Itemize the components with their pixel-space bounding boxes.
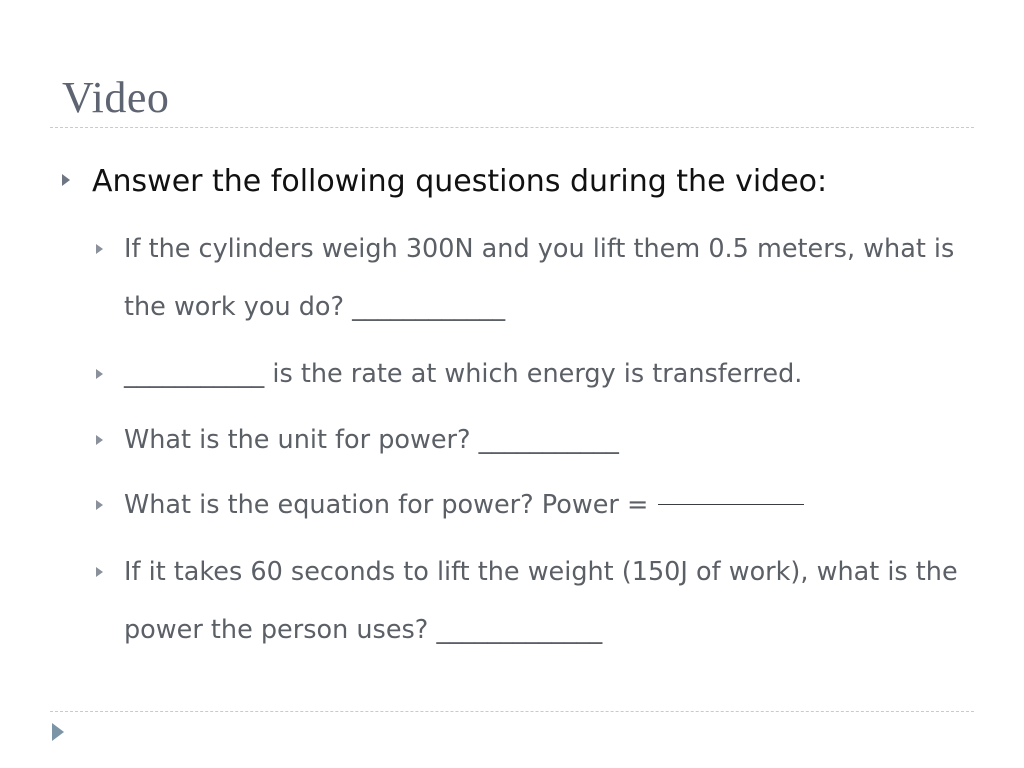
slide-title: Video — [62, 73, 170, 122]
answer-line — [658, 504, 804, 505]
sub-bullet-4-text: What is the equation for power? Power = — [124, 490, 649, 520]
sub-bullet-4 — [124, 476, 964, 534]
sub-bullet-icon — [96, 244, 103, 254]
title-divider — [50, 127, 974, 128]
sub-bullet-5: If it takes 60 seconds to lift the weight (150J of work), what is the power the person uses? _____________ — [124, 557, 958, 645]
sub-bullet-1: If the cylinders weigh 300N and you lift them 0.5 meters, what is the work you do? ____________ — [124, 234, 955, 322]
sub-bullet-icon — [96, 500, 103, 510]
main-bullet-text: Answer the following questions during the video: — [92, 164, 828, 199]
sub-bullet-icon — [96, 435, 103, 445]
sub-bullet-3: What is the unit for power? ___________ — [124, 425, 619, 455]
slide-corner-arrow-icon — [52, 723, 64, 741]
sub-bullet-icon — [96, 567, 103, 577]
sub-bullet-2: ___________ is the rate at which energy is transferred. — [124, 359, 803, 389]
main-bullet-icon — [62, 174, 70, 186]
sub-bullet-icon — [96, 369, 103, 379]
footer-divider — [50, 711, 974, 712]
